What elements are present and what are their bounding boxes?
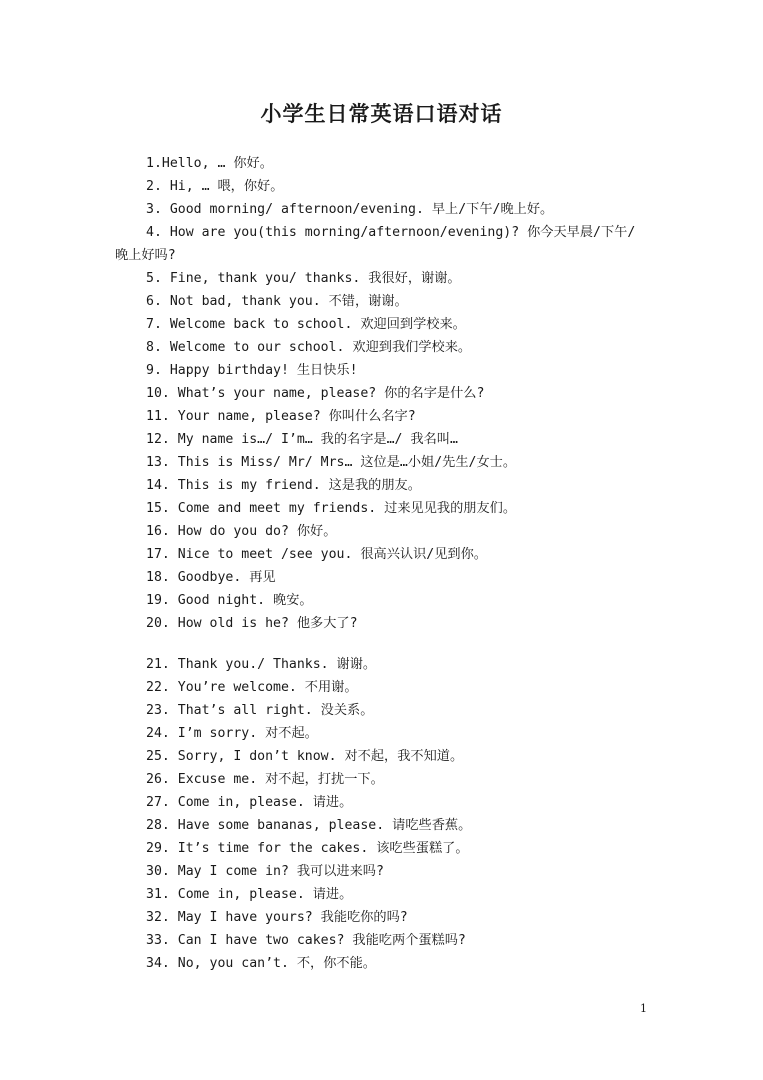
- list-item: 32. May I have yours? 我能吃你的吗?: [146, 910, 408, 925]
- dialogue-list: [0, 152, 763, 975]
- list-item: 31. Come in, please. 请进。: [146, 887, 353, 902]
- list-item: 22. You’re welcome. 不用谢。: [146, 680, 358, 695]
- list-item: 12. My name is…/ I’m… 我的名字是…/ 我名叫…: [146, 432, 458, 447]
- list-item: 21. Thank you./ Thanks. 谢谢。: [146, 657, 377, 672]
- list-item: 4. How are you(this morning/afternoon/evening)? 你今天早晨/下午/: [146, 225, 636, 240]
- page-title: 小学生日常英语口语对话: [260, 102, 503, 126]
- list-item: 33. Can I have two cakes? 我能吃两个蛋糕吗?: [146, 933, 466, 948]
- list-item-continuation: 晚上好吗?: [115, 248, 176, 263]
- list-item: 1.Hello, … 你好。: [146, 156, 273, 171]
- list-item: 17. Nice to meet /see you. 很高兴认识/见到你。: [146, 547, 487, 562]
- list-item: 24. I’m sorry. 对不起。: [146, 726, 318, 741]
- list-item: 20. How old is he? 他多大了?: [146, 616, 358, 631]
- list-item: 10. What’s your name, please? 你的名字是什么?: [146, 386, 485, 401]
- list-item: 18. Goodbye. 再见: [146, 570, 276, 585]
- list-item: 23. That’s all right. 没关系。: [146, 703, 374, 718]
- page-number: 1: [640, 1002, 647, 1015]
- list-item: 6. Not bad, thank you. 不错，谢谢。: [146, 294, 408, 309]
- list-item: 19. Good night. 晚安。: [146, 593, 313, 608]
- list-item: 13. This is Miss/ Mr/ Mrs… 这位是…小姐/先生/女士。: [146, 455, 517, 470]
- list-item: 8. Welcome to our school. 欢迎到我们学校来。: [146, 340, 472, 355]
- list-item: 29. It’s time for the cakes. 该吃些蛋糕了。: [146, 841, 469, 856]
- list-item: 25. Sorry, I don’t know. 对不起，我不知道。: [146, 749, 464, 764]
- list-item: 30. May I come in? 我可以进来吗?: [146, 864, 384, 879]
- list-item: 14. This is my friend. 这是我的朋友。: [146, 478, 421, 493]
- list-item: 27. Come in, please. 请进。: [146, 795, 353, 810]
- list-item: 7. Welcome back to school. 欢迎回到学校来。: [146, 317, 466, 332]
- section-gap: [0, 635, 763, 653]
- list-item: 16. How do you do? 你好。: [146, 524, 337, 539]
- list-item: 28. Have some bananas, please. 请吃些香蕉。: [146, 818, 472, 833]
- list-item: 26. Excuse me. 对不起，打扰一下。: [146, 772, 384, 787]
- list-item: 5. Fine, thank you/ thanks. 我很好，谢谢。: [146, 271, 461, 286]
- list-item: 11. Your name, please? 你叫什么名字?: [146, 409, 416, 424]
- list-item: 2. Hi, … 喂，你好。: [146, 179, 284, 194]
- list-item: 9. Happy birthday! 生日快乐!: [146, 363, 358, 378]
- list-item: 3. Good morning/ afternoon/evening. 早上/下午/晚上好。: [146, 202, 554, 217]
- list-item: 15. Come and meet my friends. 过来见见我的朋友们。: [146, 501, 517, 516]
- list-item: 34. No, you can’t. 不，你不能。: [146, 956, 376, 971]
